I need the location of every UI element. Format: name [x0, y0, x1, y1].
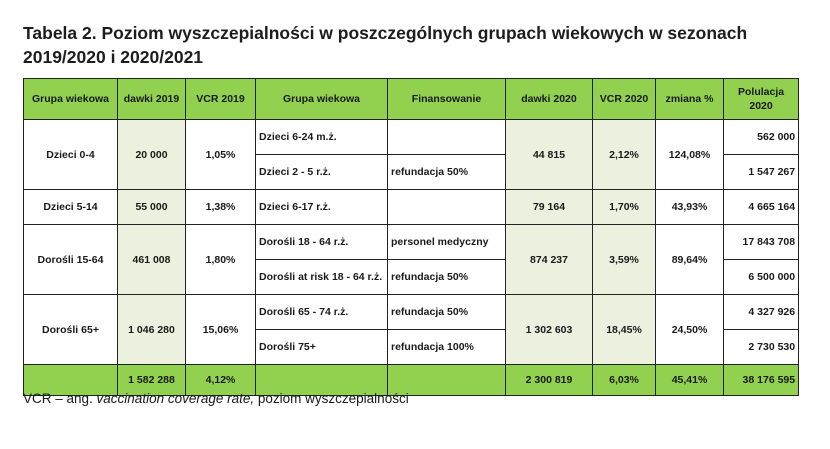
vcr-2020-cell: 18,45% [593, 295, 656, 365]
col-header: dawki 2020 [506, 79, 593, 120]
footnote [23, 391, 409, 406]
vcr-2019-cell: 1,38% [186, 190, 256, 225]
vcr-2020-cell: 2,12% [593, 120, 656, 190]
change-cell: 24,50% [656, 295, 724, 365]
total-vcr-2020: 6,03% [593, 365, 656, 396]
population-cell: 4 665 164 [724, 190, 799, 225]
population-cell: 6 500 000 [724, 260, 799, 295]
col-header: Grupa wiekowa [256, 79, 388, 120]
table-row [24, 295, 799, 330]
col-header: dawki 2019 [118, 79, 186, 120]
doses-2020-cell: 874 237 [506, 225, 593, 295]
group-2020-cell: Dorośli at risk 18 - 64 r.ż. [256, 260, 388, 295]
change-cell: 124,08% [656, 120, 724, 190]
doses-2019-cell: 1 046 280 [118, 295, 186, 365]
total-vcr-2019: 4,12% [186, 365, 256, 396]
group-2020-cell: Dorośli 18 - 64 r.ż. [256, 225, 388, 260]
group-2020-cell: Dzieci 6-24 m.ż. [256, 120, 388, 155]
vcr-2020-cell: 1,70% [593, 190, 656, 225]
table-row [24, 120, 799, 155]
financing-cell: refundacja 50% [388, 155, 506, 190]
col-header: Finansowanie [388, 79, 506, 120]
group-2020-cell: Dzieci 2 - 5 r.ż. [256, 155, 388, 190]
group-2019-cell: Dorośli 15-64 [24, 225, 118, 295]
col-header: Polulacja 2020 [724, 79, 799, 120]
financing-cell: refundacja 50% [388, 295, 506, 330]
vcr-2019-cell: 1,05% [186, 120, 256, 190]
group-2019-cell: Dzieci 0-4 [24, 120, 118, 190]
col-header: Grupa wiekowa [24, 79, 118, 120]
population-cell: 2 730 530 [724, 330, 799, 365]
doses-2019-cell: 461 008 [118, 225, 186, 295]
financing-cell: personel medyczny [388, 225, 506, 260]
doses-2020-cell: 1 302 603 [506, 295, 593, 365]
table-row [24, 190, 799, 225]
footnote-italic: vaccination coverage rate, [96, 391, 255, 406]
doses-2020-cell: 44 815 [506, 120, 593, 190]
group-2019-cell: Dzieci 5-14 [24, 190, 118, 225]
financing-cell [388, 190, 506, 225]
total-doses-2019: 1 582 288 [118, 365, 186, 396]
vcr-2020-cell: 3,59% [593, 225, 656, 295]
group-2020-cell: Dzieci 6-17 r.ż. [256, 190, 388, 225]
group-2019-cell: Dorośli 65+ [24, 295, 118, 365]
footnote-suffix: poziom wyszczepialności [254, 391, 409, 406]
change-cell: 89,64% [656, 225, 724, 295]
population-cell: 1 547 267 [724, 155, 799, 190]
population-cell: 17 843 708 [724, 225, 799, 260]
total-doses-2020: 2 300 819 [506, 365, 593, 396]
change-cell: 43,93% [656, 190, 724, 225]
population-cell: 4 327 926 [724, 295, 799, 330]
group-2020-cell: Dorośli 75+ [256, 330, 388, 365]
doses-2019-cell: 55 000 [118, 190, 186, 225]
footnote-prefix: VCR – ang. [23, 391, 97, 406]
vaccination-table [23, 78, 799, 396]
vcr-2019-cell: 1,80% [186, 225, 256, 295]
financing-cell: refundacja 100% [388, 330, 506, 365]
col-header: zmiana % [656, 79, 724, 120]
col-header: VCR 2020 [593, 79, 656, 120]
group-2020-cell: Dorośli 65 - 74 r.ż. [256, 295, 388, 330]
header-row [24, 79, 799, 120]
table-row [24, 225, 799, 260]
financing-cell: refundacja 50% [388, 260, 506, 295]
total-change: 45,41% [656, 365, 724, 396]
col-header: VCR 2019 [186, 79, 256, 120]
total-population: 38 176 595 [724, 365, 799, 396]
financing-cell [388, 120, 506, 155]
table-title: Tabela 2. Poziom wyszczepialności w poszczególnych grupach wiekowych w sezonach 2019/2020 i 2020/2021 [23, 23, 748, 67]
doses-2019-cell: 20 000 [118, 120, 186, 190]
vcr-2019-cell: 15,06% [186, 295, 256, 365]
doses-2020-cell: 79 164 [506, 190, 593, 225]
population-cell: 562 000 [724, 120, 799, 155]
